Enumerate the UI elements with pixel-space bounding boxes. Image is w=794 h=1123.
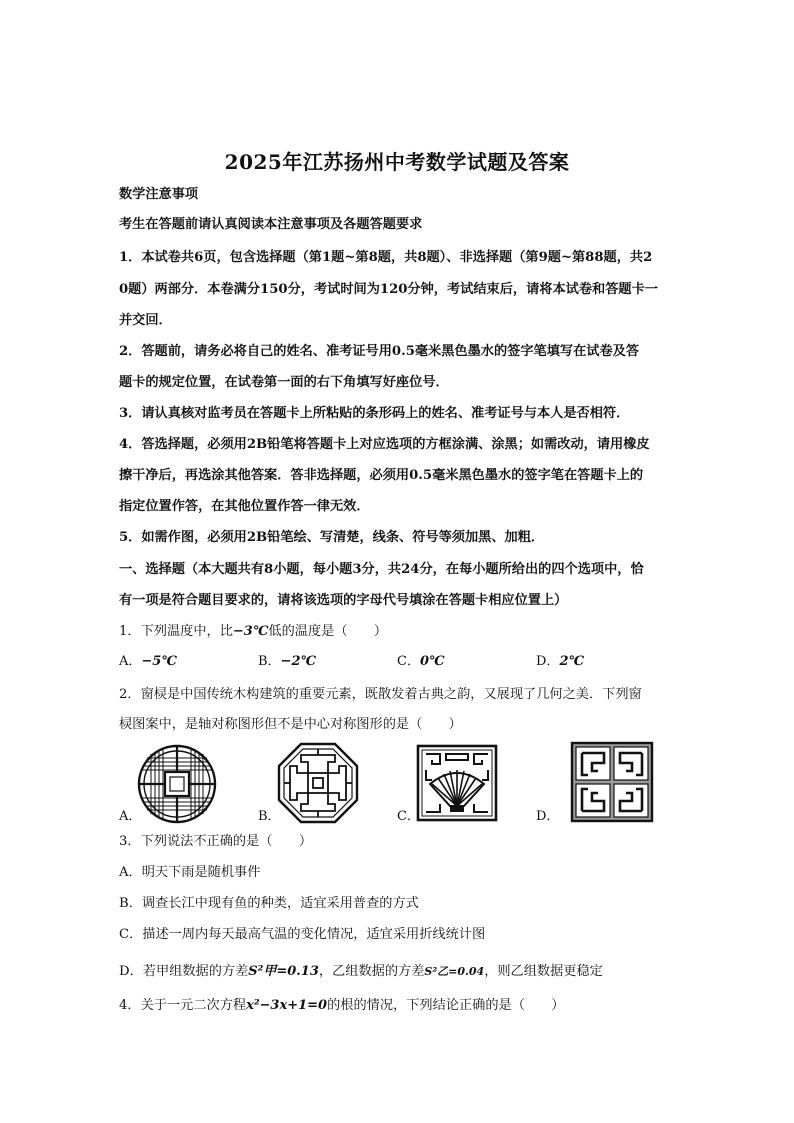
q3-option-a: A．明天下雨是随机事件 [119, 865, 261, 880]
q1-option-a-letter: A． [119, 654, 142, 669]
q3-option-c: C．描述一周内每天最高气温的变化情况，适宜采用折线统计图 [119, 927, 486, 942]
q3-d-math-1: S²甲=0.13 [248, 964, 319, 979]
q1-text-post: 低的温度是（ ） [268, 624, 388, 639]
question-4-stem [119, 997, 679, 1015]
note-4-line-1: 4．答选择题，必须用2B铅笔将答题卡上对应选项的方框涂满、涂黑；如需改动，请用橡皮 [119, 437, 650, 452]
q2-option-c-letter: C． [397, 809, 420, 824]
q4-math: x²−3x+1=0 [246, 998, 328, 1013]
q3-option-d [119, 963, 679, 981]
notes-intro: 考生在答题前请认真阅读本注意事项及各题答题要求 [119, 217, 423, 232]
lattice-figure-d [570, 741, 654, 823]
q2-option-b-letter: B． [258, 809, 281, 824]
q4-text-post: 的根的情况，下列结论正确的是（ ） [327, 998, 565, 1013]
note-1-line-1: 1．本试卷共6页，包含选择题（第1题~第8题，共8题）、非选择题（第9题~第88题，共2 [119, 250, 653, 265]
q1-option-d-value: 2℃ [559, 654, 585, 669]
note-5-line-1: 5．如需作图，必须用2B铅笔绘、写清楚，线条、符号等须加黑、加粗． [119, 530, 545, 545]
question-3-stem: 3．下列说法不正确的是（ ） [119, 834, 313, 849]
question-2-line-2: 棂图案中，是轴对称图形但不是中心对称图形的是（ ） [119, 717, 462, 732]
page-title: 2025年江苏扬州中考数学试题及答案 [224, 150, 570, 174]
note-1-line-3: 并交回． [119, 313, 172, 328]
q1-option-b [258, 653, 316, 671]
note-3-line-1: 3．请认真核对监考员在答题卡上所粘贴的条形码上的姓名、准考证号与本人是否相符． [119, 406, 630, 421]
q1-option-b-value: −2℃ [280, 654, 317, 669]
q1-option-b-letter: B． [258, 654, 281, 669]
q3-d-text-pre: D．若甲组数据的方差 [119, 964, 249, 979]
q1-option-a [119, 653, 177, 671]
notes-title: 数学注意事项 [119, 187, 199, 202]
q1-text-pre: 1．下列温度中，比 [119, 624, 233, 639]
q1-option-a-value: −5℃ [141, 654, 177, 669]
q3-d-text-post: ，则乙组数据更稳定 [484, 964, 603, 979]
lattice-figure-a [137, 744, 217, 824]
question-2-line-1: 2．窗棂是中国传统木构建筑的重要元素，既散发着古典之韵，又展现了几何之美．下列窗 [119, 687, 642, 702]
lattice-figure-c [416, 744, 498, 822]
lattice-figure-b [277, 742, 359, 824]
q3-d-math-2: S²乙=0.04 [424, 965, 485, 978]
q4-text-pre: 4．关于一元二次方程 [119, 998, 247, 1013]
note-2-line-1: 2．答题前，请务必将自己的姓名、准考证号用0.5毫米黑色墨水的签字笔填写在试卷及答 [119, 344, 640, 359]
q2-option-a-letter: A． [119, 809, 142, 824]
q1-math: −3℃ [232, 624, 269, 639]
note-1-line-2: 0题）两部分．本卷满分150分，考试时间为120分钟，考试结束后，请将本试卷和答题卡一 [119, 282, 658, 297]
question-1-stem [119, 623, 679, 641]
section-1-line-2: 有一项是符合题目要求的，请将该选项的字母代号填涂在答题卡相应位置上） [119, 593, 568, 608]
q1-option-c [397, 653, 445, 671]
q3-option-b: B．调查长江中现有鱼的种类，适宜采用普查的方式 [119, 896, 419, 911]
section-1-line-1: 一、选择题（本大题共有8小题，每小题3分，共24分，在每小题所给出的四个选项中，恰 [119, 562, 644, 577]
q1-option-d [536, 653, 584, 671]
q1-option-d-letter: D． [536, 654, 560, 669]
q1-option-c-value: 0℃ [419, 654, 445, 669]
q1-option-c-letter: C． [397, 654, 420, 669]
note-4-line-3: 指定位置作答，在其他位置作答一律无效． [119, 499, 370, 514]
note-4-line-2: 擦干净后，再选涂其他答案．答非选择题，必须用0.5毫米黑色墨水的签字笔在答题卡上的 [119, 468, 644, 483]
q3-d-text-mid: ，乙组数据的方差 [318, 964, 425, 979]
note-2-line-2: 题卡的规定位置，在试卷第一面的右下角填写好座位号． [119, 375, 449, 390]
q2-option-d-letter: D． [536, 809, 560, 824]
